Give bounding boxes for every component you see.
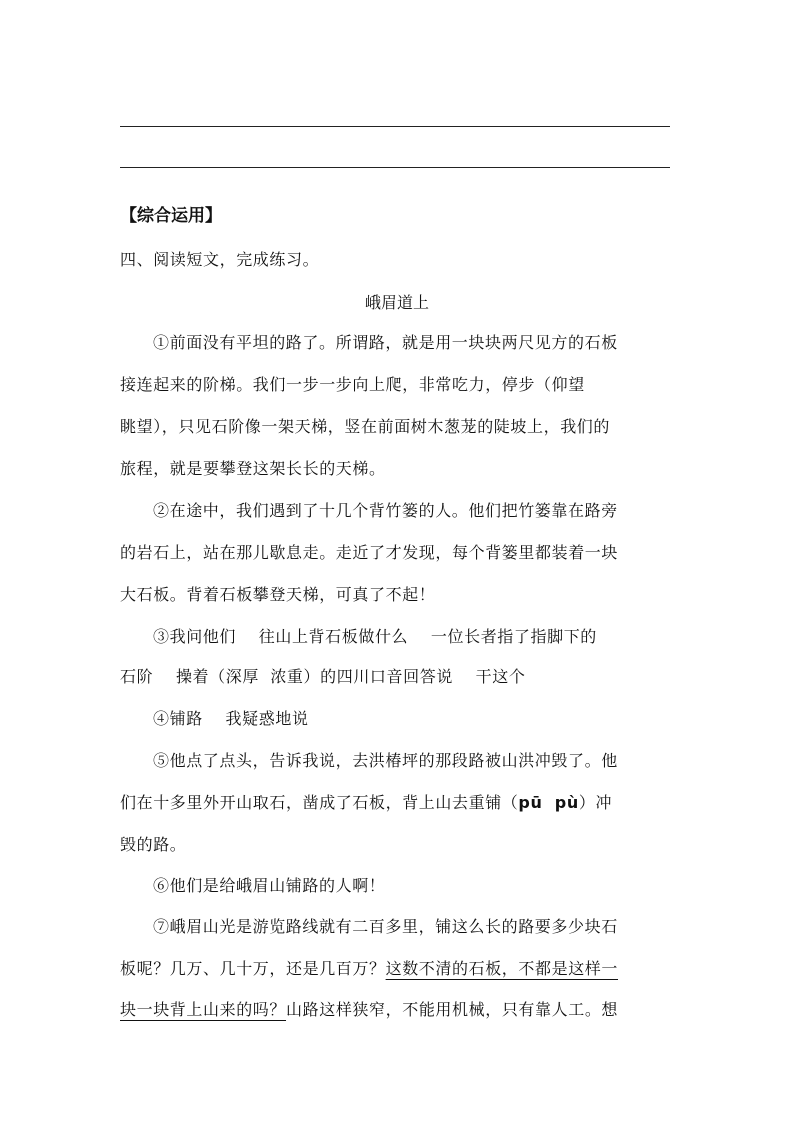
answer-line-2 bbox=[120, 167, 670, 168]
paragraph-2-line-3: 大石板。背着石板攀登天梯，可真了不起！ bbox=[120, 585, 436, 604]
answer-line-1 bbox=[120, 126, 670, 127]
paragraph-5-line-3: 毁的路。 bbox=[120, 835, 187, 854]
paragraph-7-line-1: ⑦峨眉山光是游览路线就有二百多里，铺这么长的路要多少块石 bbox=[153, 917, 618, 936]
underlined-sentence-part-1: 这数不清的石板，不都是这样一 bbox=[385, 959, 619, 978]
paragraph-5-line-1: ⑤他点了点头，告诉我说，去洪椿坪的那段路被山洪冲毁了。他 bbox=[153, 751, 618, 770]
section-heading: 【综合运用】 bbox=[120, 206, 222, 226]
paragraph-2-line-1: ②在途中，我们遇到了十几个背竹篓的人。他们把竹篓靠在路旁 bbox=[153, 501, 618, 520]
paragraph-7-line-2 bbox=[120, 956, 618, 979]
paragraph-3-line-1: ③我问他们 往山上背石板做什么 一位长者指了指脚下的 bbox=[153, 627, 597, 646]
paragraph-5-line-2 bbox=[120, 790, 612, 813]
paragraph-7-line-3-text: 山路这样狭窄，不能用机械，只有靠人工。想 bbox=[286, 1000, 619, 1019]
paragraph-5-line-2-text-b: ）冲 bbox=[578, 793, 613, 812]
paragraph-1-line-4: 旅程，就是要攀登这架长长的天梯。 bbox=[120, 459, 386, 478]
exercise-instruction: 四、阅读短文，完成练习。 bbox=[120, 250, 320, 269]
paragraph-7-line-3 bbox=[120, 997, 618, 1020]
underlined-sentence-part-2: 块一块背上山来的吗？ bbox=[120, 1000, 287, 1019]
paragraph-2-line-2: 的岩石上，站在那儿歇息走。走近了才发现，每个背篓里都装着一块 bbox=[120, 543, 619, 562]
pinyin-options: pū pù bbox=[518, 793, 579, 812]
paragraph-4-line-1: ④铺路 我疑惑地说 bbox=[153, 709, 309, 728]
paragraph-1-line-3: 眺望），只见石阶像一架天梯，竖在前面树木葱茏的陡坡上，我们的 bbox=[120, 417, 611, 436]
paragraph-6-line-1: ⑥他们是给峨眉山铺路的人啊！ bbox=[153, 876, 386, 895]
passage-title: 峨眉道上 bbox=[364, 293, 429, 312]
paragraph-3-line-2: 石阶 操着（深厚 浓重）的四川口音回答说 干这个 bbox=[120, 667, 526, 686]
paragraph-5-line-2-text-a: 们在十多里外开山取石，凿成了石板，背上山去重铺（ bbox=[120, 793, 519, 812]
paragraph-1-line-2: 接连起来的阶梯。我们一步一步向上爬，非常吃力，停步（仰望 bbox=[120, 375, 585, 394]
paragraph-1-line-1: ①前面没有平坦的路了。所谓路，就是用一块块两尺见方的石板 bbox=[153, 333, 618, 352]
paragraph-7-line-2-text: 板呢？几万、几十万，还是几百万？ bbox=[120, 959, 386, 978]
